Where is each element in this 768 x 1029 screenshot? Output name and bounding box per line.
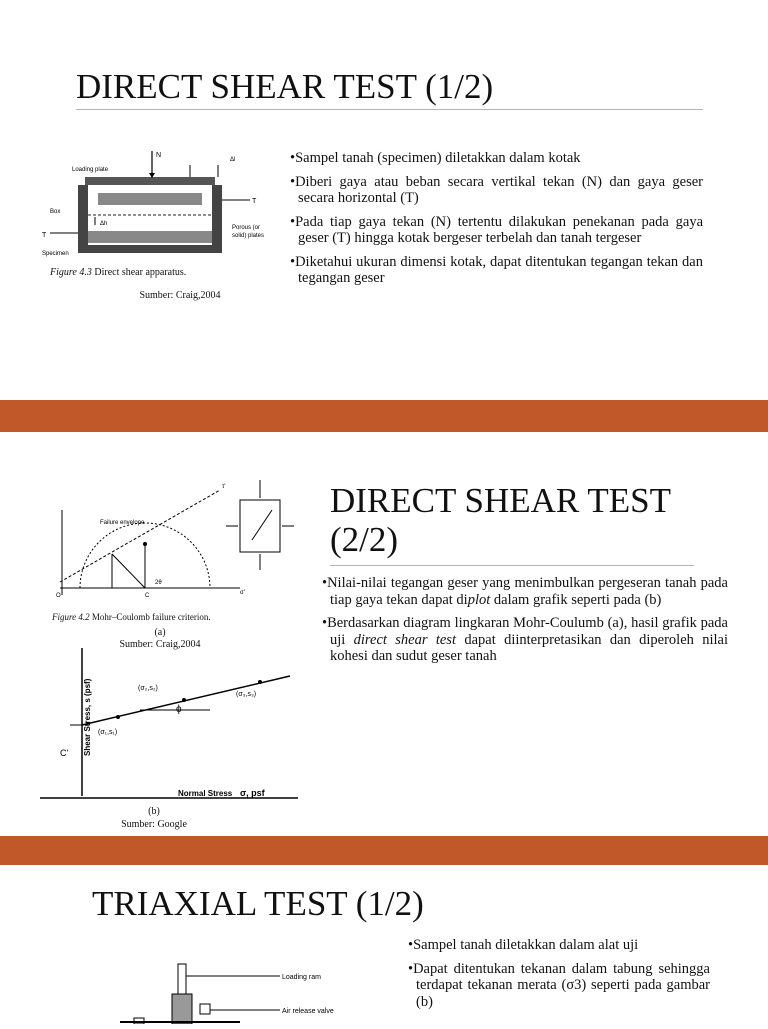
label-n: N xyxy=(156,152,162,159)
slide-3-bullet-2: • Dapat ditentukan tekanan dalam tabung sehingga terdapat tekanan merata (σ3) seperti pada gambar (b) xyxy=(408,961,710,1011)
label-air-release-valve: Air release valve xyxy=(282,1008,334,1015)
mohr-caption-figure-number: Figure 4.2 xyxy=(52,612,90,622)
porous-plate-bottom xyxy=(88,231,212,243)
slide-separator-2 xyxy=(0,836,768,865)
label-o: O xyxy=(56,593,61,599)
apparatus-caption xyxy=(50,267,250,278)
slide-3-bullets xyxy=(408,937,710,1017)
slide-1-bullet-4: • Diketahui ukuran dimensi kotak, dapat ditentukan tegangan tekan dan tegangan geser xyxy=(290,254,703,287)
shear-stress-graph xyxy=(40,648,300,806)
label-failure-envelope: Failure envelope xyxy=(100,520,145,526)
apparatus-source: Sumber: Craig,2004 xyxy=(139,290,221,301)
mohr-tag: (a) xyxy=(154,627,166,638)
label-porous: Porous (or xyxy=(232,225,261,231)
direct-shear-apparatus-diagram xyxy=(40,145,290,285)
label-t-right: T xyxy=(252,198,257,205)
label-porous-2: solid) plates xyxy=(232,233,265,239)
label-delta-l: Δl xyxy=(230,157,236,163)
caption-text: Direct shear apparatus. xyxy=(91,267,187,278)
slide-1-bullet-3: • Pada tiap gaya tekan (N) tertentu dilakukan penekanan pada gaya geser (T) hingga kotak bergeser terbelah dan tanah tergeser xyxy=(290,214,703,247)
graph-tag: (b) xyxy=(148,806,160,817)
slide-2-title-line-1: DIRECT SHEAR TEST xyxy=(330,481,671,520)
graph-source: Sumber: Google xyxy=(121,819,187,830)
box-right-wall xyxy=(212,185,222,245)
graph-point-3-label: (σ₃,s₃) xyxy=(236,691,257,698)
slide-2-bullet-1: • Nilai-nilai tegangan geser yang menimbulkan pergeseran tanah pada tiap gaya tekan dapat diplot dalam grafik seperti pada (b) xyxy=(322,575,728,608)
slide-2-title-line-2: (2/2) xyxy=(330,519,399,559)
slide-1-bullet-2: • Diberi gaya atau beban secara vertikal tekan (N) dan gaya geser secara horizontal (T) xyxy=(290,174,703,207)
loading-plate-shape xyxy=(85,177,215,185)
slide-separator-1 xyxy=(0,400,768,432)
label-two-theta: 2θ xyxy=(155,580,162,586)
mohr-coulomb-figure xyxy=(40,470,300,610)
slide-3-bullet-1: • Sampel tanah diletakkan dalam alat uji xyxy=(408,937,710,954)
mohr-caption-text: Mohr–Coulomb failure criterion. xyxy=(89,612,211,622)
label-loading-ram: Loading ram xyxy=(282,974,321,981)
label-loading-plate: Loading plate xyxy=(72,167,109,173)
label-tau-prime: τ' xyxy=(222,484,226,490)
triaxial-apparatus-figure xyxy=(120,960,380,1024)
mohr-caption xyxy=(52,612,252,622)
slide-1-bullet-1: • Sampel tanah (specimen) diletakkan dalam kotak xyxy=(290,150,703,167)
graph-c-label: C' xyxy=(60,748,69,758)
shear-stress-graph-svg xyxy=(40,648,300,806)
graph-x-label: Normal Stress xyxy=(178,789,233,798)
graph-phi-label: ϕ xyxy=(176,704,182,715)
slide-1-title-rule xyxy=(76,109,703,110)
mohr-source: Sumber: Craig,2004 xyxy=(119,639,201,650)
label-sigma-prime: σ' xyxy=(240,590,245,596)
label-delta-h: Δh xyxy=(100,221,108,227)
graph-point-2-label: (σ₂,s₂) xyxy=(138,685,158,692)
label-t-left: T xyxy=(42,232,47,239)
slide-3-title: TRIAXIAL TEST (1/2) xyxy=(92,884,424,923)
triaxial-apparatus-diagram xyxy=(120,960,380,1024)
slide-2-bullet-2: • Berdasarkan diagram lingkaran Mohr-Coulumb (a), hasil grafik pada uji direct shear test dapat diinterpretasikan dan diperoleh nilai kohesi dan sudut geser tanah xyxy=(322,615,728,665)
label-specimen: Specimen xyxy=(42,251,69,257)
graph-point-1-label: (σ₁,s₁) xyxy=(98,729,118,736)
slide-2-title-rule xyxy=(330,565,694,566)
caption-figure-number: Figure 4.3 xyxy=(50,267,92,278)
label-c: C xyxy=(145,593,150,599)
box-bottom xyxy=(78,245,222,253)
label-box: Box xyxy=(50,209,61,215)
slide-2-title xyxy=(330,482,671,559)
direct-shear-apparatus-figure xyxy=(40,145,290,285)
slide-1-title: DIRECT SHEAR TEST (1/2) xyxy=(76,67,494,106)
slide-2-bullets xyxy=(322,575,728,672)
box-left-wall xyxy=(78,185,88,245)
slide-1-bullets xyxy=(290,150,703,294)
mohr-coulomb-diagram xyxy=(40,470,300,610)
graph-y-label: Shear Stress, s (psf) xyxy=(83,678,92,756)
graph-x-symbol: σ, psf xyxy=(240,788,265,798)
porous-plate-top xyxy=(98,193,202,205)
